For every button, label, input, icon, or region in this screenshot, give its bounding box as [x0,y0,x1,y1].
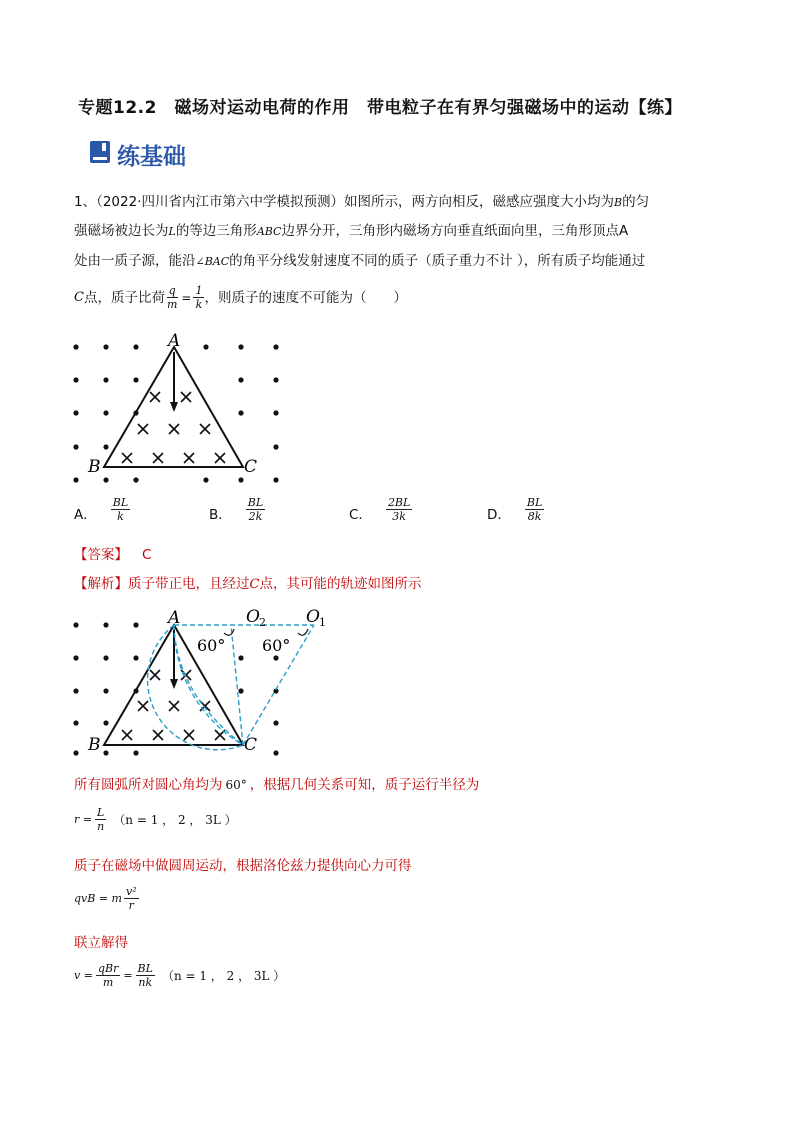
label-O2: O [246,607,260,627]
svg-text:2: 2 [259,616,266,629]
label-C: C [244,457,258,477]
option-a[interactable]: A． $\frac{BL}{k}$ [74,496,129,523]
label-O1: O [306,607,320,627]
book-icon [89,140,111,164]
formula-lorentz: qvB = m $\frac{\text{v²}}{r}$ [74,885,137,912]
label-B2: B [88,735,101,755]
question-line-4: C 点，质子比荷 $\frac{q}{m}$ = $\frac{1}{k}$ ，则质子的速度不可能为（ ） [74,284,407,311]
label-A2: A [168,608,181,628]
analysis-line-3: 联立解得 [74,935,128,951]
formula-radius: r = $\frac{L}{n}$ （n = 1 ， 2 ， 3L ） [74,806,237,833]
formula-velocity: v = $\frac{\text{qBr}}{m}$ = $\frac{BL}{nk}$ （n = 1 ， 2 ， 3L ） [74,962,286,989]
charge-ratio-fraction: $\frac{q}{m}$ [166,284,178,311]
label-C2: C [244,735,258,755]
angle-60-first: 60° [197,636,226,655]
option-c[interactable]: C． $\frac{2BL}{3k}$ [349,496,411,523]
page-title: 专题12.2 磁场对运动电荷的作用 带电粒子在有界匀强磁场中的运动【练】 [78,98,682,118]
angle-60-second: 60° [262,636,291,655]
figure-magnetic-triangle [66,330,296,490]
section-label: 练基础 [117,144,186,170]
analysis-intro: 【解析】质子带正电，且经过C点，其可能的轨迹如图所示 [74,576,422,592]
label-B: B [88,457,101,477]
question-line-2: 强磁场被边长为L的等边三角形ABC边界分开，三角形内磁场方向垂直纸面向里，三角形顶点A [74,223,629,239]
analysis-line-1: 所有圆弧所对圆心角均为 60° ，根据几何关系可知，质子运行半径为 [74,777,480,793]
figure-trajectories [66,603,346,763]
label-A: A [168,331,181,351]
analysis-line-2: 质子在磁场中做圆周运动，根据洛伦兹力提供向心力可得 [74,858,412,874]
option-b[interactable]: B． $\frac{BL}{2k}$ [209,496,264,523]
answer: 【答案】 C [74,547,152,563]
option-d[interactable]: D． $\frac{BL}{8k}$ [487,496,543,523]
question-line-1: 1、（2022·四川省内江市第六中学模拟预测）如图所示，两方向相反，磁感应强度大小均为B的匀 [74,194,650,210]
svg-text:1: 1 [319,616,326,629]
question-line-3: 处由一质子源，能沿∠BAC的角平分线发射速度不同的质子（质子重力不计 ），所有质子均能通过 [74,253,646,269]
